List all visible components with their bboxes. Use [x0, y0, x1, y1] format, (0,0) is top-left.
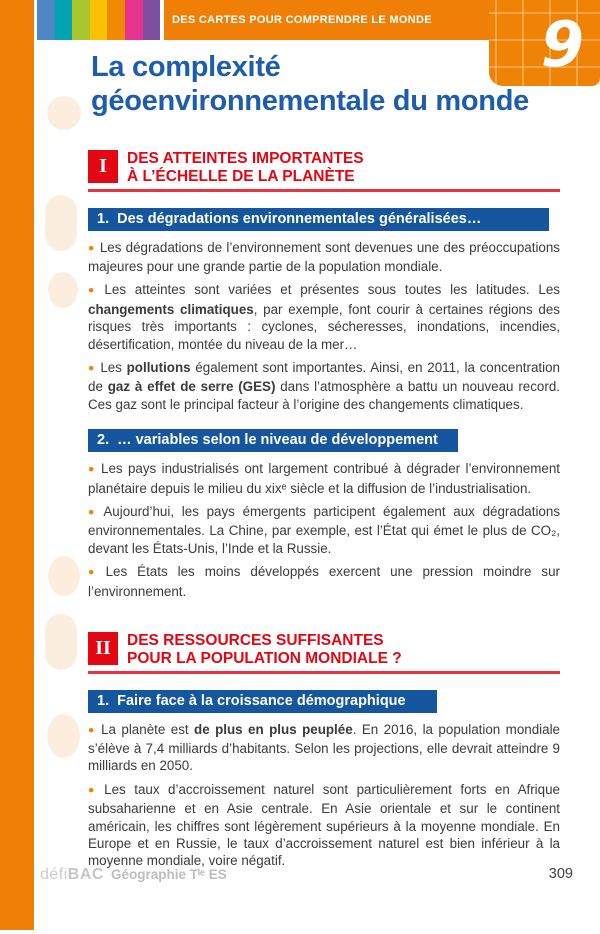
decorative-blob [47, 714, 80, 758]
section-rule [88, 189, 560, 192]
paragraph [88, 239, 560, 276]
brand-logo-bold: BAC [67, 866, 104, 883]
color-bar [90, 0, 108, 40]
paragraph [88, 503, 560, 557]
subsection-title: Des dégradations environnementales généralisées… [117, 210, 482, 227]
section-heading-line2: POUR LA POPULATION MONDIALE ? [127, 649, 402, 667]
page-left-border [0, 0, 34, 930]
bullet-icon: ● [88, 463, 96, 476]
paragraph-text: Les pays industrialisés ont largement contribué à dégrader l’environnement planétaire depuis le milieu du xixᵉ siècle et la diffusion de l’industrialisation. [88, 461, 561, 496]
color-bar [107, 0, 125, 40]
paragraph [88, 563, 560, 600]
subsection-number: 1. [97, 692, 110, 709]
section-header-1 [88, 150, 560, 185]
chapter-number: 9 [540, 8, 584, 81]
decorative-blob [45, 614, 77, 670]
section-numeral-badge: II [88, 632, 118, 665]
bullet-icon: ● [88, 566, 101, 579]
bullet-icon: ● [88, 241, 95, 254]
bullet-icon: ● [88, 723, 97, 736]
paragraph [88, 460, 560, 497]
paragraph [88, 281, 560, 353]
page-title-line2: géoenvironnementale du monde [91, 85, 529, 117]
color-bar [37, 0, 55, 40]
rainbow-bars [37, 0, 160, 40]
section-rule [88, 671, 560, 674]
paragraph [88, 359, 560, 413]
brand-logo-light: défi [40, 866, 68, 883]
paragraph-text: Aujourd’hui, les pays émergents participent également aux dégradations environnementales. La Chine, par exemple, est l’État qui émet le plus de CO₂, devant les États-Unis, l’Inde et la Russie. [88, 503, 561, 556]
color-bar [72, 0, 90, 40]
color-bar [125, 0, 143, 40]
decorative-blob [45, 195, 77, 251]
bullet-icon: ● [88, 361, 96, 374]
bullet-icon: ● [88, 783, 100, 796]
bullet-icon: ● [88, 284, 100, 297]
paragraph-text: La planète est de plus en plus peuplée. En 2016, la population mondiale s’élève à 7,4 milliards d’habitants. Selon les projections, elle devrait atteindre 9 milliards en 2050. [88, 721, 561, 774]
paragraph [88, 781, 560, 870]
bullet-icon: ● [88, 505, 99, 518]
subsection-title: … variables selon le niveau de développement [117, 432, 438, 449]
section-heading-line1: DES RESSOURCES SUFFISANTES [127, 632, 384, 649]
section-heading [127, 632, 402, 667]
footer-subject: Géographie Tˡᵉ ES [110, 867, 227, 882]
chapter-kicker: DES CARTES POUR COMPRENDRE LE MONDE [172, 14, 432, 26]
subsection-number: 1. [97, 210, 110, 227]
paragraph-text: Les pollutions également sont importantes. Ainsi, en 2011, la concentration de gaz à effet de serre (GES) dans l’atmosphère a battu un nouveau record. Ces gaz sont le principal facteur à l’origine des changements climatiques. [88, 359, 560, 412]
subsection-banner-1-1 [88, 208, 549, 231]
page-title [91, 50, 529, 118]
paragraph-text: Les atteintes sont variées et présentes sous toutes les latitudes. Les changements climatiques, par exemple, font courir à certaines régions des risques très importants : cyclones, sécheresses, inondations, incendies, désertification, montée du niveau de la mer… [88, 282, 561, 352]
section-heading-line2: À L’ÉCHELLE DE LA PLANÈTE [127, 167, 355, 185]
section-heading [127, 150, 364, 185]
main-content [88, 150, 560, 876]
decorative-blob [47, 96, 81, 130]
color-bar [55, 0, 73, 40]
paragraph-text: Les dégradations de l’environnement sont devenues une des préoccupations majeures pour une grande partie de la population mondiale. [88, 239, 561, 274]
brand-logo [40, 866, 227, 884]
subsection-banner-2-1 [88, 690, 437, 713]
paragraph-text: Les États les moins développés exercent une pression moindre sur l’environnement. [88, 564, 561, 599]
color-bar [143, 0, 161, 40]
paragraph [88, 721, 560, 775]
subsection-banner-1-2 [88, 429, 458, 452]
decorative-blob [48, 556, 80, 596]
paragraph-text: Les taux d’accroissement naturel sont particulièrement forts en Afrique subsaharienne et en Asie centrale. En Asie orientale et sur le continent américain, les chiffres sont légèrement supérieurs à la moyenne mondiale. En Europe et en Russie, le taux d’accroissement naturel est bien inférieur à la moyenne mondiale, voire négatif. [88, 781, 561, 869]
decorative-blob [48, 272, 78, 308]
subsection-number: 2. [97, 432, 110, 449]
section-heading-line1: DES ATTEINTES IMPORTANTES [127, 150, 364, 167]
section-numeral-badge: I [88, 150, 118, 183]
page-title-line1: La complexité [91, 51, 281, 83]
section-header-2 [88, 632, 560, 667]
subsection-title: Faire face à la croissance démographique [117, 692, 406, 709]
page-number: 309 [548, 866, 573, 882]
